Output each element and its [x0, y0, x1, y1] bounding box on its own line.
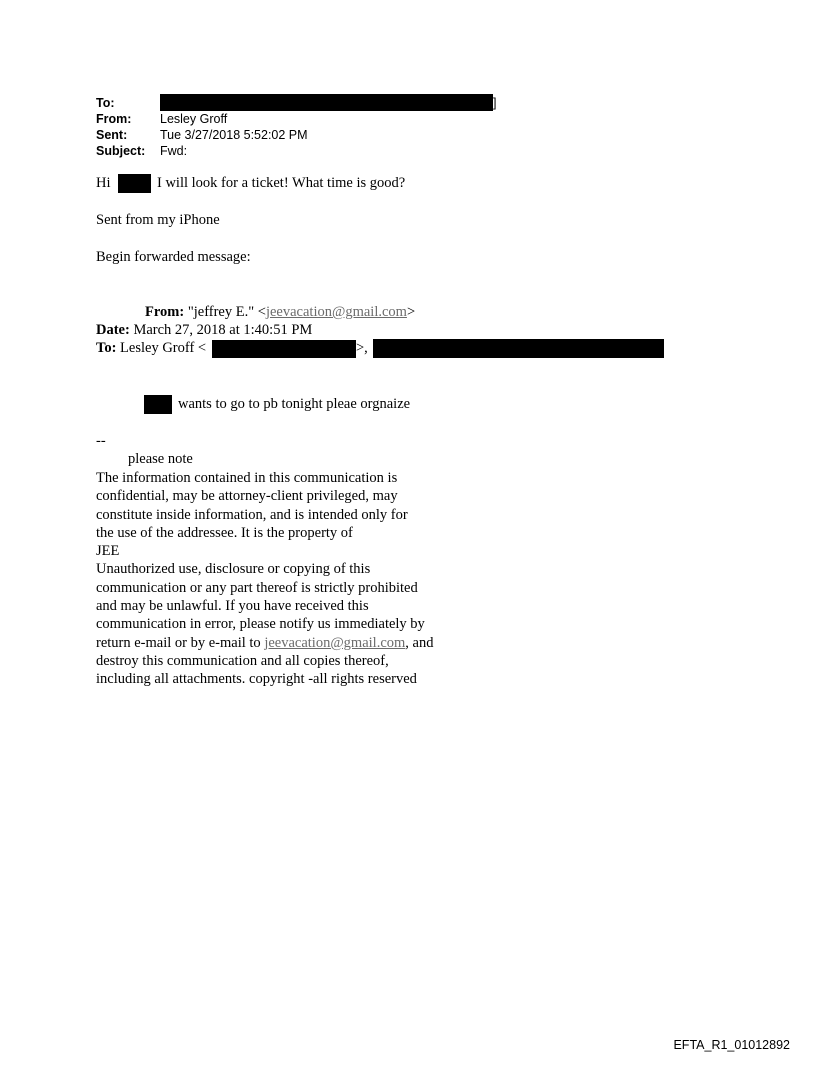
disclaimer-line: Unauthorized use, disclosure or copying of this [96, 561, 371, 578]
from-value: Lesley Groff [160, 112, 228, 126]
disclaimer-return-suffix: , and [405, 634, 434, 651]
disclaimer-line: communication in error, please notify us immediately by [96, 616, 425, 633]
disclaimer-line: destroy this communication and all copies thereof, [96, 652, 389, 669]
disclaimer-line: communication or any part thereof is strictly prohibited [96, 579, 418, 596]
redaction-message-name [144, 395, 172, 414]
forwarded-to-line [96, 340, 206, 357]
disclaimer-line: The information contained in this communication is [96, 470, 398, 486]
redaction-to-second [373, 339, 664, 358]
sent-label: Sent: [96, 128, 128, 142]
forwarded-message: wants to go to pb tonight pleae orgnaize [178, 396, 411, 412]
disclaimer-return-line [96, 634, 476, 652]
disclaimer-line: and may be unlawful. If you have received this [96, 598, 369, 615]
disclaimer-line: including all attachments. copyright -all rights reserved [96, 671, 417, 688]
document-id: EFTA_R1_01012892 [673, 1038, 790, 1052]
disclaimer-note: please note [128, 451, 193, 467]
reply-greeting: Hi [96, 175, 111, 191]
disclaimer-email-link[interactable]: jeevacation@gmail.com [264, 634, 406, 651]
forwarded-from-close: > [406, 304, 416, 320]
reply-text: I will look for a ticket! What time is good? [157, 175, 406, 191]
forwarded-to-mid: >, [356, 340, 368, 356]
forwarded-from-email-link[interactable]: jeevacation@gmail.com [265, 304, 407, 320]
forwarded-from-line [145, 304, 415, 321]
to-label: To: [96, 96, 115, 110]
signature-separator: -- [96, 433, 106, 449]
to-bracket: ] [493, 96, 497, 110]
redaction-greeting-name [118, 174, 151, 193]
forwarded-date-label: Date: [96, 322, 130, 338]
from-label: From: [96, 112, 132, 126]
redaction-to [160, 94, 493, 111]
disclaimer-line: confidential, may be attorney-client privileged, may [96, 488, 398, 505]
sent-value: Tue 3/27/2018 5:52:02 PM [160, 128, 308, 142]
subject-value: Fwd: [160, 144, 188, 158]
forwarded-from-label: From: [145, 304, 185, 320]
forwarded-from-name: "jeffrey E." < [187, 304, 266, 320]
disclaimer-line: constitute inside information, and is intended only for [96, 506, 408, 523]
redaction-to-email [212, 340, 356, 358]
disclaimer-line: the use of the addressee. It is the property of [96, 524, 353, 541]
forwarded-date-line [96, 322, 312, 339]
disclaimer-return-prefix: return e-mail or by e-mail to [96, 634, 265, 651]
forwarded-to-name: Lesley Groff < [120, 340, 207, 356]
reply-signature: Sent from my iPhone [96, 212, 220, 228]
forwarded-date-value: March 27, 2018 at 1:40:51 PM [133, 322, 313, 338]
disclaimer-block [96, 469, 476, 689]
disclaimer-line: JEE [96, 543, 120, 560]
forwarded-to-label: To: [96, 340, 117, 356]
forward-intro: Begin forwarded message: [96, 249, 251, 265]
subject-label: Subject: [96, 144, 146, 158]
